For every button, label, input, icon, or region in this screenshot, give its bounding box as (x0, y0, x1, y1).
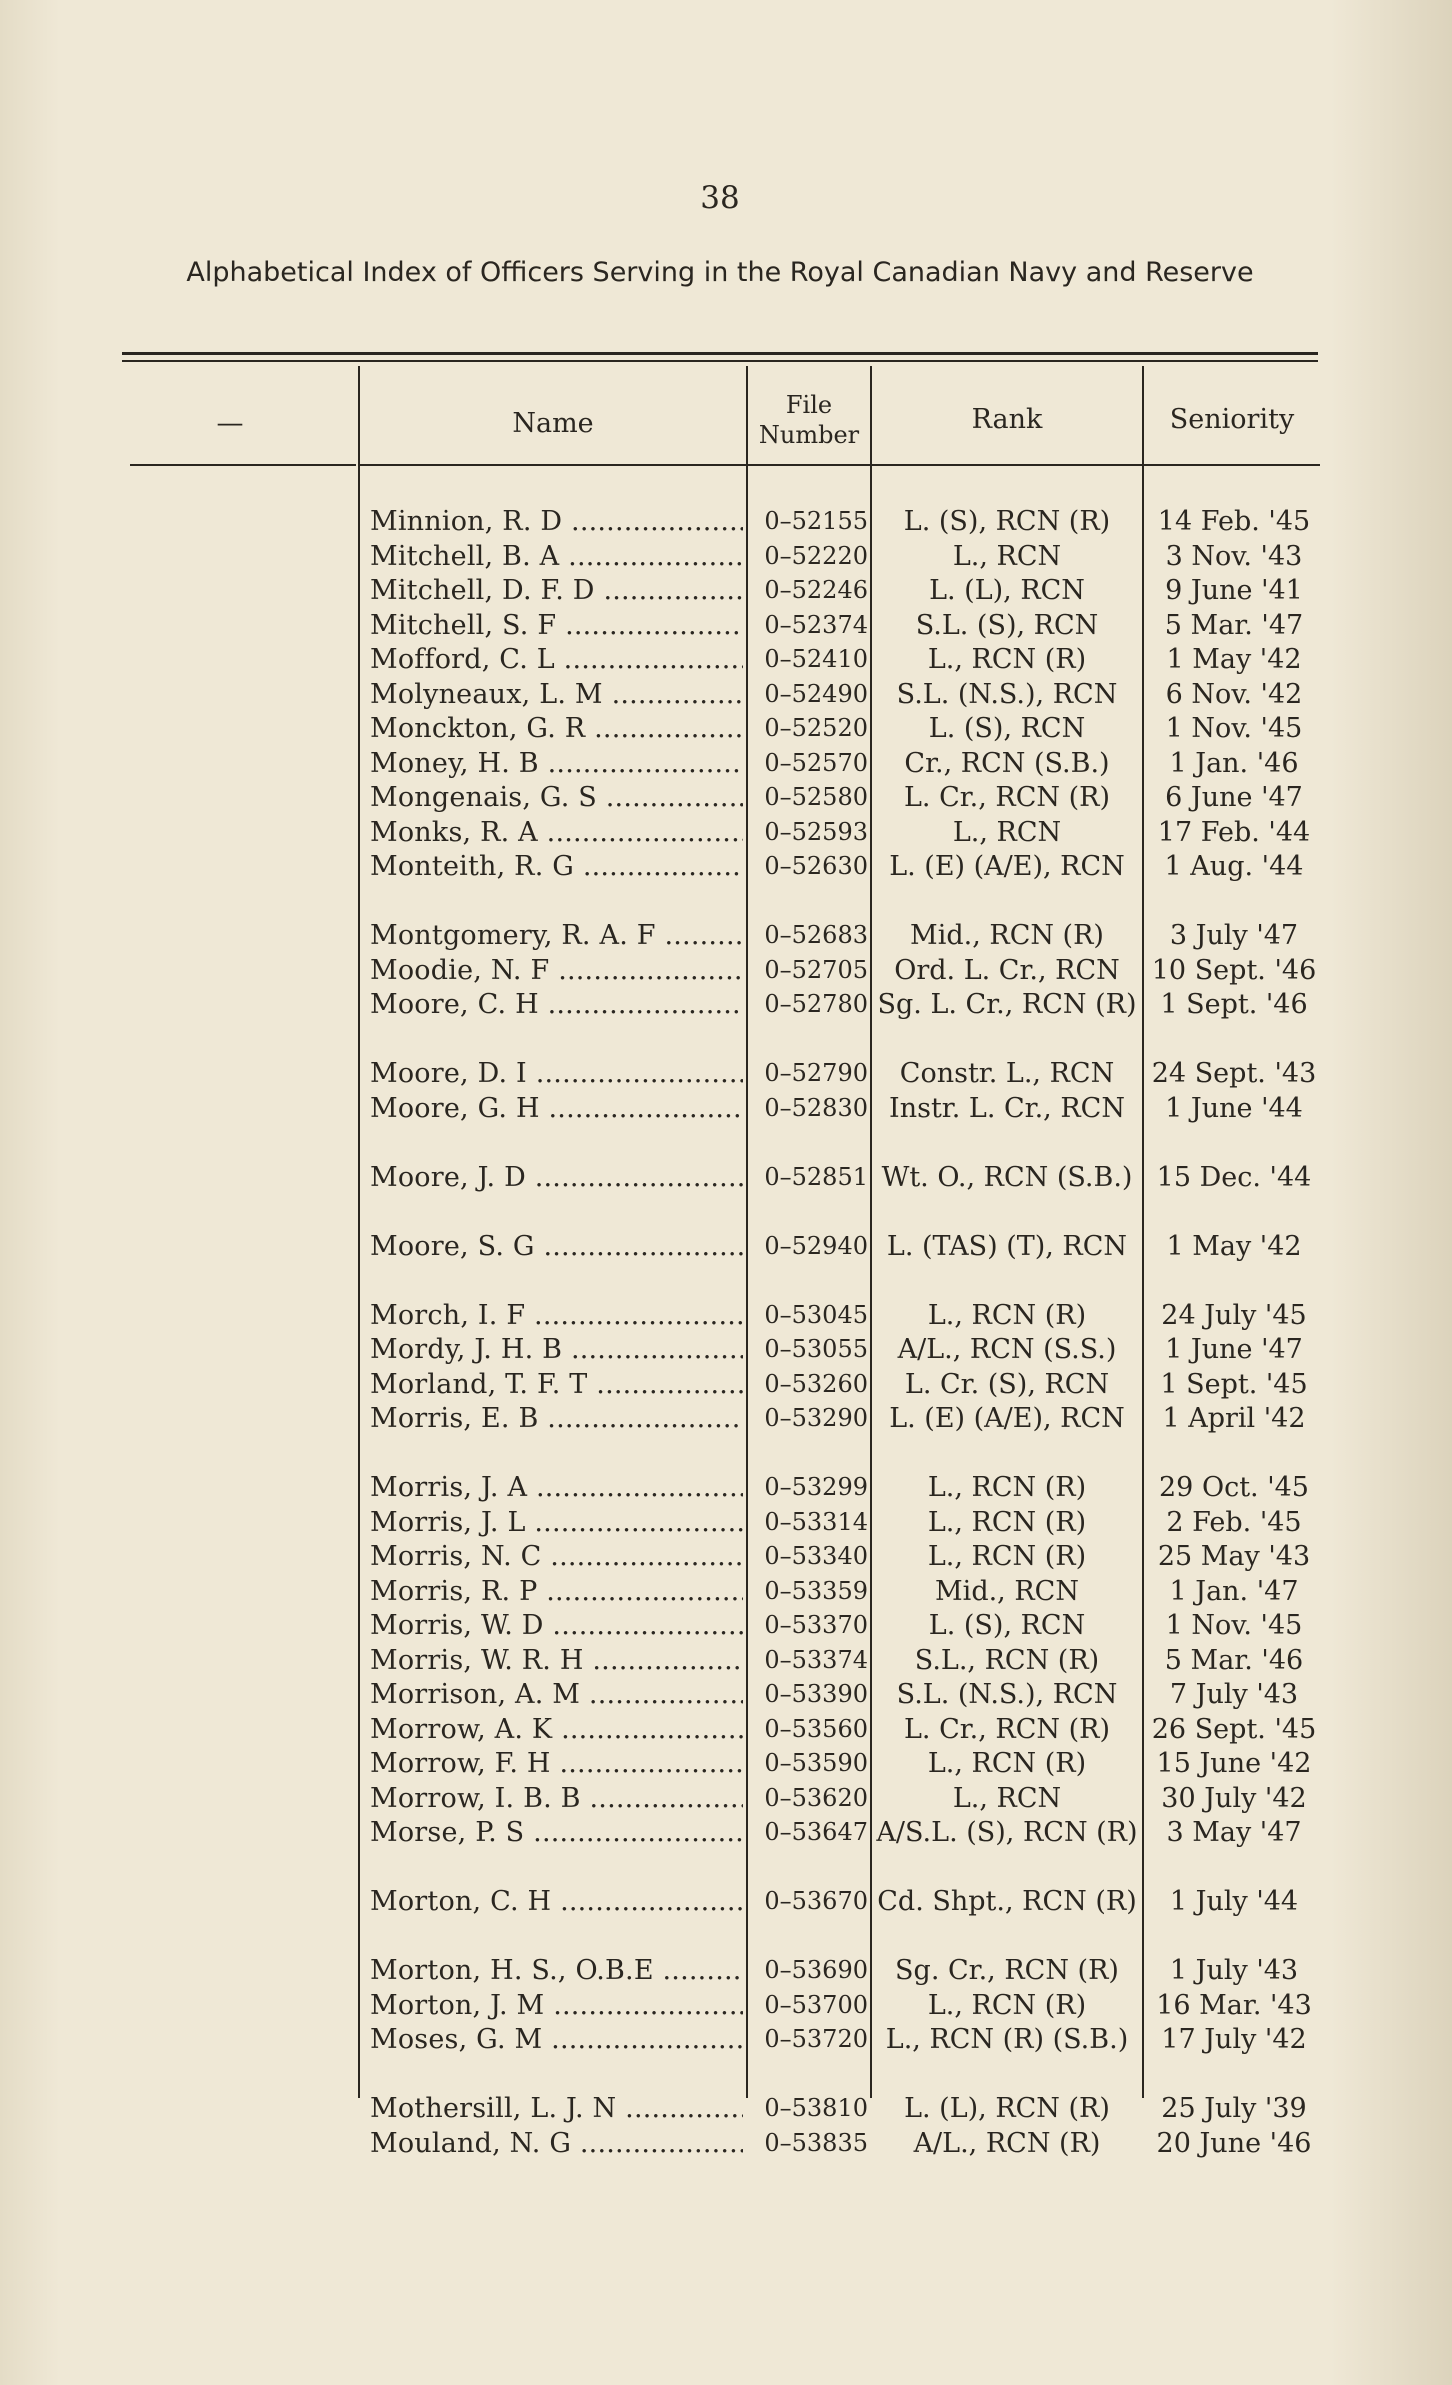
file-number: 0–52220 (764, 541, 868, 570)
seniority: 6 Nov. '42 (1165, 678, 1303, 710)
file-number: 0–53299 (764, 1473, 868, 1501)
table-row (0, 1402, 1452, 1471)
table-row (0, 747, 1452, 782)
header-name: Name (512, 408, 594, 439)
rank: L. (S), RCN (928, 1610, 1086, 1641)
page-title: Alphabetical Index of Officers Serving in the Royal Canadian Navy and Reserve (186, 257, 1254, 288)
rank: L., RCN (R) (S.B.) (885, 2024, 1129, 2055)
table-row (0, 609, 1452, 644)
rank: S.L. (S), RCN (915, 609, 1099, 641)
table-row (0, 2127, 1452, 2162)
seniority: 15 Dec. '44 (1156, 1161, 1312, 1193)
rank: L., RCN (R) (927, 1299, 1087, 1331)
officer-name: Monteith, R. G ..... (370, 850, 743, 883)
file-number: 0–53390 (764, 1680, 868, 1708)
file-number: 0–52940 (764, 1231, 868, 1260)
rank: Sg. Cr., RCN (R) (895, 1955, 1119, 1986)
rank: Constr. L., RCN (899, 1058, 1115, 1089)
seniority: 15 June '42 (1156, 1748, 1312, 1779)
file-number: 0–53374 (764, 1645, 868, 1674)
table-row (0, 1885, 1452, 1954)
officer-name: Morris, J. L ..... (370, 1506, 743, 1539)
seniority: 3 July '47 (1169, 920, 1299, 951)
table-row (0, 1230, 1452, 1299)
rank: Mid., RCN (935, 1575, 1079, 1607)
table-row (0, 1368, 1452, 1403)
rank: Cr., RCN (S.B.) (904, 747, 1110, 779)
table-row (0, 816, 1452, 851)
file-number: 0–52593 (764, 817, 868, 846)
seniority: 1 June '44 (1165, 1092, 1303, 1124)
rank: L., RCN (R) (927, 644, 1087, 675)
officer-name: Mitchell, D. F. D ..... (370, 574, 743, 607)
officer-name: Moore, J. D ..... (370, 1161, 743, 1194)
file-number: 0–53810 (764, 2094, 868, 2122)
rank: L. (S), RCN (928, 713, 1086, 744)
officer-name: Moodie, N. F ..... (370, 954, 743, 987)
rank: L. (TAS) (T), RCN (886, 1230, 1128, 1262)
rank: A/L., RCN (S.S.) (897, 1334, 1117, 1365)
officer-name: Morrow, I. B. B ..... (370, 1782, 743, 1815)
file-number: 0–53647 (764, 1818, 868, 1846)
table-row (0, 1333, 1452, 1368)
seniority: 1 April '42 (1162, 1403, 1306, 1434)
header-file-number: File Number (758, 391, 860, 449)
officer-name: Mordy, J. H. B ..... (370, 1333, 743, 1366)
officer-name: Minnion, R. D ..... (370, 505, 743, 538)
officer-name: Monckton, G. R ..... (370, 712, 743, 745)
file-number: 0–53045 (764, 1300, 868, 1329)
seniority: 17 July '42 (1161, 2024, 1307, 2055)
rank: L., RCN (R) (927, 1748, 1087, 1779)
table-row (0, 1782, 1452, 1817)
officer-name: Moore, S. G ..... (370, 1230, 743, 1263)
file-number: 0–53690 (764, 1956, 868, 1984)
seniority: 30 July '42 (1161, 1782, 1307, 1814)
officer-name: Mofford, C. L ..... (370, 643, 743, 676)
rank: S.L. (N.S.), RCN (896, 1679, 1118, 1710)
rank: L. Cr., RCN (R) (903, 1713, 1111, 1745)
table-row (0, 919, 1452, 954)
table-row (0, 1678, 1452, 1713)
file-number: 0–52683 (764, 921, 868, 949)
officer-name: Monks, R. A ..... (370, 816, 743, 849)
rank: L. (L), RCN (R) (904, 2093, 1110, 2124)
table-row (0, 2092, 1452, 2127)
seniority: 3 Nov. '43 (1165, 540, 1303, 572)
rank: Wt. O., RCN (S.B.) (881, 1161, 1133, 1193)
seniority: 1 July '43 (1169, 1955, 1299, 1986)
seniority: 5 Mar. '46 (1164, 1644, 1304, 1676)
file-number: 0–53314 (764, 1507, 868, 1536)
seniority: 10 Sept. '46 (1151, 954, 1317, 986)
seniority: 1 May '42 (1166, 1230, 1302, 1262)
seniority: 25 July '39 (1161, 2093, 1307, 2124)
seniority: 7 July '43 (1169, 1679, 1299, 1710)
officer-name: Morris, W. R. H ..... (370, 1644, 743, 1677)
rank: L. (E) (A/E), RCN (889, 851, 1125, 882)
rank: L. (S), RCN (R) (903, 506, 1111, 537)
seniority: 3 May '47 (1166, 1817, 1302, 1848)
file-number: 0–53670 (764, 1887, 868, 1915)
seniority: 6 June '47 (1165, 782, 1303, 813)
table-row (0, 1506, 1452, 1541)
file-number: 0–52780 (764, 990, 868, 1018)
officer-name: Mitchell, S. F ..... (370, 609, 743, 642)
rank: A/S.L. (S), RCN (R) (876, 1817, 1138, 1848)
officer-name: Morris, N. C ..... (370, 1540, 743, 1573)
header-underline (360, 464, 746, 466)
table-row (0, 1471, 1452, 1506)
rank: L., RCN (R) (927, 1989, 1087, 2021)
file-number: 0–53590 (764, 1749, 868, 1777)
file-number: 0–52580 (764, 783, 868, 811)
officer-name: Morris, E. B ..... (370, 1402, 743, 1435)
officer-name: Mongenais, G. S ..... (370, 781, 743, 814)
seniority: 1 June '47 (1165, 1334, 1303, 1365)
file-number: 0–53560 (764, 1714, 868, 1743)
rank: A/L., RCN (R) (913, 2127, 1101, 2159)
table-row (0, 1954, 1452, 1989)
file-number: 0–53055 (764, 1335, 868, 1363)
seniority: 14 Feb. '45 (1157, 506, 1311, 537)
officer-name: Moore, D. I ..... (370, 1057, 743, 1090)
rank: L., RCN (R) (927, 1472, 1087, 1503)
rank: L. Cr., RCN (R) (903, 782, 1111, 813)
header-seniority: Seniority (1169, 404, 1295, 435)
table-row (0, 505, 1452, 540)
file-number: 0–53260 (764, 1369, 868, 1398)
header-underline (748, 464, 870, 466)
table-row (0, 1644, 1452, 1679)
rank: Sg. L. Cr., RCN (R) (877, 989, 1137, 1020)
file-number: 0–53835 (764, 2128, 868, 2157)
seniority: 25 May '43 (1157, 1541, 1311, 1572)
officer-name: Morse, P. S ..... (370, 1816, 743, 1849)
header-underline (1144, 464, 1320, 466)
table-row (0, 1609, 1452, 1644)
table-row (0, 1092, 1452, 1161)
table-top-rule-thin (122, 360, 1318, 362)
file-number: 0–53720 (764, 2025, 868, 2053)
table-row (0, 850, 1452, 919)
officer-name: Molyneaux, L. M ..... (370, 678, 743, 711)
header-blank: — (216, 408, 244, 439)
rank: L., RCN (R) (927, 1541, 1087, 1572)
seniority: 5 Mar. '47 (1164, 609, 1304, 641)
file-number: 0–52410 (764, 645, 868, 673)
officer-name: Moore, C. H ..... (370, 988, 743, 1021)
officer-name: Morrow, A. K ..... (370, 1713, 743, 1746)
table-row (0, 988, 1452, 1057)
file-number: 0–53290 (764, 1404, 868, 1432)
rank: S.L., RCN (R) (914, 1644, 1100, 1676)
seniority: 17 Feb. '44 (1157, 816, 1311, 848)
file-number: 0–52490 (764, 679, 868, 708)
table-row (0, 678, 1452, 713)
file-number: 0–52520 (764, 714, 868, 742)
seniority: 1 May '42 (1166, 644, 1302, 675)
officer-name: Morris, R. P ..... (370, 1575, 743, 1608)
officer-name: Morris, J. A ..... (370, 1471, 743, 1504)
table-row (0, 712, 1452, 747)
officer-name: Mitchell, B. A ..... (370, 540, 743, 573)
officer-name: Morris, W. D ..... (370, 1609, 743, 1642)
file-number: 0–53700 (764, 1990, 868, 2019)
rank: Cd. Shpt., RCN (R) (877, 1886, 1137, 1917)
officer-name: Morch, I. F ..... (370, 1299, 743, 1332)
officer-name: Money, H. B ..... (370, 747, 743, 780)
rank: L., RCN (952, 1782, 1062, 1814)
file-number: 0–52374 (764, 610, 868, 639)
officer-name: Mouland, N. G ..... (370, 2127, 743, 2160)
table-row (0, 1747, 1452, 1782)
header-underline (130, 464, 356, 466)
table-row (0, 540, 1452, 575)
table-top-rule (122, 352, 1318, 355)
seniority: 1 Jan. '46 (1169, 747, 1299, 779)
table-row (0, 2023, 1452, 2092)
table-row (0, 1057, 1452, 1092)
table-row (0, 1540, 1452, 1575)
officer-name: Morland, T. F. T ..... (370, 1368, 743, 1401)
file-number: 0–53620 (764, 1783, 868, 1812)
seniority: 1 Sept. '46 (1160, 989, 1308, 1020)
file-number: 0–52155 (764, 507, 868, 535)
table-row (0, 643, 1452, 678)
seniority: 1 Nov. '45 (1165, 713, 1303, 744)
seniority: 1 July '44 (1169, 1886, 1299, 1917)
seniority: 24 Sept. '43 (1151, 1058, 1317, 1089)
seniority: 1 Aug. '44 (1164, 851, 1304, 882)
rank: Mid., RCN (R) (910, 920, 1104, 951)
seniority: 2 Feb. '45 (1166, 1506, 1302, 1538)
officer-name: Morrison, A. M ..... (370, 1678, 743, 1711)
seniority: 26 Sept. '45 (1151, 1713, 1317, 1745)
file-number: 0–52570 (764, 748, 868, 777)
seniority: 29 Oct. '45 (1159, 1472, 1309, 1503)
officer-table-body (0, 505, 1452, 2161)
officer-name: Morton, C. H ..... (370, 1885, 743, 1918)
officer-name: Morrow, F. H ..... (370, 1747, 743, 1780)
file-number: 0–53340 (764, 1542, 868, 1570)
rank: Ord. L. Cr., RCN (894, 954, 1120, 986)
header-rank: Rank (971, 404, 1043, 435)
file-number: 0–52705 (764, 955, 868, 984)
table-row (0, 1575, 1452, 1610)
rank: Instr. L. Cr., RCN (889, 1092, 1125, 1124)
table-row (0, 574, 1452, 609)
rank: L. (L), RCN (929, 575, 1085, 606)
table-row (0, 1299, 1452, 1334)
seniority: 24 July '45 (1161, 1299, 1307, 1331)
seniority: 1 Sept. '45 (1160, 1368, 1308, 1400)
table-row (0, 781, 1452, 816)
seniority: 16 Mar. '43 (1156, 1989, 1312, 2021)
officer-name: Moses, G. M ..... (370, 2023, 743, 2056)
officer-name: Morton, H. S., O.B.E ..... (370, 1954, 743, 1987)
file-number: 0–53370 (764, 1611, 868, 1639)
table-row (0, 1989, 1452, 2024)
officer-name: Montgomery, R. A. F ..... (370, 919, 743, 952)
table-row (0, 1816, 1452, 1885)
rank: L., RCN (R) (927, 1506, 1087, 1538)
file-number: 0–52630 (764, 852, 868, 880)
rank: L., RCN (952, 540, 1062, 572)
header-underline (872, 464, 1142, 466)
file-number: 0–52246 (764, 576, 868, 604)
seniority: 9 June '41 (1165, 575, 1303, 606)
officer-name: Moore, G. H ..... (370, 1092, 743, 1125)
seniority: 1 Jan. '47 (1169, 1575, 1299, 1607)
page-number: 38 (700, 180, 740, 216)
seniority: 1 Nov. '45 (1165, 1610, 1303, 1641)
file-number: 0–52851 (764, 1162, 868, 1191)
seniority: 20 June '46 (1156, 2127, 1312, 2159)
officer-name: Morton, J. M ..... (370, 1989, 743, 2022)
rank: S.L. (N.S.), RCN (896, 678, 1118, 710)
file-number: 0–53359 (764, 1576, 868, 1605)
rank: L. Cr. (S), RCN (904, 1368, 1110, 1400)
officer-name: Mothersill, L. J. N ..... (370, 2092, 743, 2125)
file-number: 0–52830 (764, 1093, 868, 1122)
table-row (0, 954, 1452, 989)
table-row (0, 1161, 1452, 1230)
rank: L., RCN (952, 816, 1062, 848)
file-number: 0–52790 (764, 1059, 868, 1087)
rank: L. (E) (A/E), RCN (889, 1403, 1125, 1434)
table-row (0, 1713, 1452, 1748)
